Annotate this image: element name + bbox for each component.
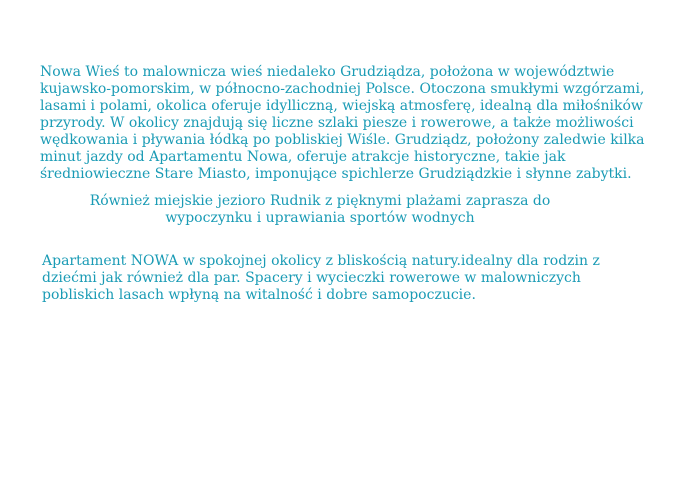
- apartment-paragraph: Apartament NOWA w spokojnej okolicy z bliskością natury.idealny dla rodzin z dziećmi jak również dla par. Spacery i wycieczki rowerowe w malowniczych pobliskich lasach wpłyną na witalność i dobre samopoczucie.: [42, 253, 600, 303]
- intro-paragraph: Nowa Wieś to malownicza wieś niedaleko Grudziądza, położona w województwie kujawsko-pomorskim, w północno-zachodniej Polsce. Otoczona smukłymi wzgórzami, lasami i polami, okolica oferuje idylliczną, wiejską atmosferę, idealną dla miłośników przyrody. W okolicy znajdują się liczne szlaki piesze i rowerowe, a także możliwości wędkowania i pływania łódką po pobliskiej Wiśle. Grudziądz, położony zaledwie kilka minut jazdy od Apartamentu Nowa, oferuje atrakcje historyczne, takie jak średniowieczne Stare Miasto, imponujące spichlerze Grudziądzkie i słynne zabytki.: [40, 64, 645, 182]
- lake-paragraph: Również miejskie jezioro Rudnik z pięknymi plażami zaprasza do wypoczynku i uprawiania sportów wodnych: [89, 193, 551, 226]
